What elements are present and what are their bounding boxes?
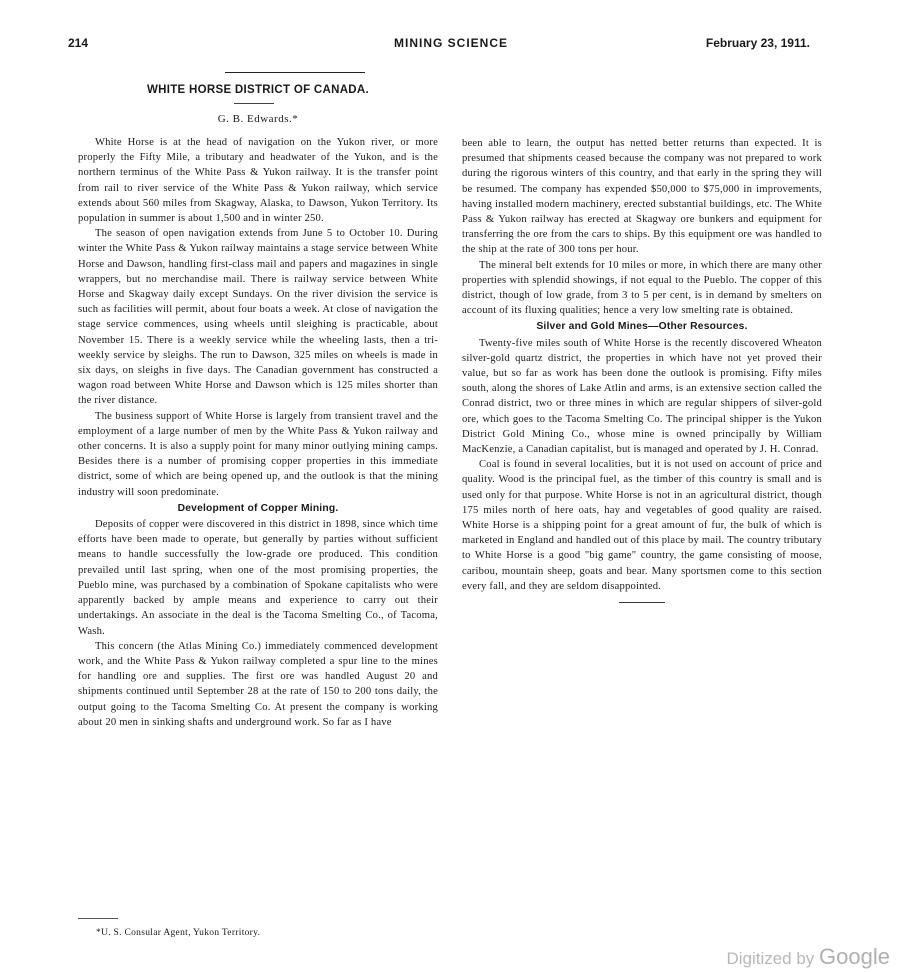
section-heading-silver: Silver and Gold Mines—Other Resources. (536, 321, 748, 333)
issue-date: February 23, 1911. (705, 36, 810, 50)
paragraph: The season of open navigation extends from June 5 to October 10. During winter the White Pass & Yukon railway maintains a stage service between White Horse and Dawson, handling first-class mail and papers and magazines in single wrappers, but no merchandise mail. There is railway service between White Horse and Skagway daily except Sundays. On the river division the service is such as facilities will permit, about four boats a week. At close of navigation the stage service commences, using wheels until sleighing is practicable, about November 15. There is a weekly service while the wheeling lasts, then a tri-weekly service by sleighs. The run to Dawson, 325 miles on wheels is made in six days, on sleighs in five days. The Canadian government has constructed a wagon road between White Horse and Dawson which is 125 miles shorter than the river distance. (78, 228, 438, 407)
paragraph: The mineral belt extends for 10 miles or more, in which there are many other properties with splendid showings, if not equal to the Pueblo. The copper of this district, though of low grade, from 3 to 5 per cent, is in demand by smelters on account of its fluxing qualities; hence a very low smelting rate is obtained. (462, 259, 822, 317)
paragraph: White Horse is at the head of navigation on the Yukon river, or more properly the Fifty Mile, a tributary and headwater of the Yukon, and is the northern terminus of the White Pass & Yukon railway. It is the transfer point from rail to river service of the White Pass & Yukon railway, which service extends about 560 miles from Skagway, Alaska, to Dawson, Yukon Territory. Its population in summer is about 1,500 and in winter 250. (78, 137, 438, 225)
title-divider (234, 103, 274, 104)
paragraph: Twenty-five miles south of White Horse is the recently discovered Wheaton silver-gold quartz district, the properties in which have not yet proved their value, but so far as work has been done the outlook is promising. Fifty miles south, along the shores of Lake Atlin and arms, is an extensive section called the Conrad district, two or three mines in which are regular shippers of silver-gold ore, which goes to the Tacoma Smelting Co. The principal shipper is the Yukon District Gold Mining Co., whose mine is owned principally by William MacKenzie, a Canadian capitalist, but is managed and operated by J. H. Conrad. (462, 337, 822, 456)
paragraph: Deposits of copper were discovered in this district in 1898, since which time efforts have been made to operate, but generally by parties without sufficient means to handle successfully the low-grade ore produced. This condition prevailed until last spring, when one of the most promising properties, the Pueblo mine, was purchased by a combination of Spokane capitalists who were apparently backed by ample means and experience to carry out their undertakings. An associate in the deal is the Tacoma Smelting Co., of Tacoma, Wash. (78, 519, 438, 637)
right-column (462, 136, 822, 603)
paragraph: Coal is found in several localities, but it is not used on account of price and quality. Wood is the principal fuel, as the timber of this country is small and is used only for that purpose. White Horse is not in an agricultural district, though 175 miles north of here oats, hay and vegetables of good quality are raised. White Horse is a shipping point for a great amount of fur, the bulk of which is marketed in England and handled out of this place by mail. The country tributary to White Horse is a good "big game" country, the game consisting of moose, caribou, mountain sheep, goats and bear. Many sportsmen come to this section every fall, and they are seldom disappointed. (462, 459, 822, 592)
footnote: *U. S. Consular Agent, Yukon Territory. (96, 928, 261, 938)
article-author: G. B. Edwards.* (217, 113, 299, 125)
page-header (0, 36, 902, 56)
page-number: 214 (68, 36, 89, 50)
left-column (78, 135, 438, 730)
journal-title: MINING SCIENCE (393, 36, 508, 50)
title-rule (225, 72, 365, 73)
digitized-watermark (726, 944, 890, 970)
watermark-brand: Google (819, 944, 890, 969)
paragraph: This concern (the Atlas Mining Co.) immediately commenced development work, and the White Pass & Yukon railway completed a spur line to the mines for handling ore and supplies. The first ore was handled August 20 and shipments continued until September 28 at the rate of 150 to 200 tons daily, the output going to the Tacoma Smelting Co. At present the company is working about 20 men in sinking shafts and underground work. So far as I have (78, 640, 438, 728)
watermark-prefix: Digitized by (726, 949, 815, 968)
section-heading-copper: Development of Copper Mining. (177, 502, 339, 514)
end-rule (619, 602, 665, 603)
article-title: WHITE HORSE DISTRICT OF CANADA. (146, 84, 370, 96)
paragraph: The business support of White Horse is largely from transient travel and the employment of a large number of men by the White Pass & Yukon railway and other concerns. It is also a supply point for many minor outlying mining camps. Besides there is a number of promising copper properties in this immediate district, some of which are being opened up, and the outlook is that the mining industry will soon predominate. (78, 410, 438, 498)
paragraph: been able to learn, the output has netted better returns than expected. It is presumed that shipments ceased because the company was not prepared to work during the rigorous winters of this country, and that early in the spring they will be resumed. The company has expended $50,000 to $75,000 in improvements, having installed modern machinery, erected substantial buildings, etc. The White Pass & Yukon railway has erected at Skagway ore bunkers and equipment for transferring the ore from the cars to ships. By this equipment ore was handled to the ship at the rate of 300 tons per hour. (462, 138, 822, 256)
footnote-rule (78, 918, 118, 919)
